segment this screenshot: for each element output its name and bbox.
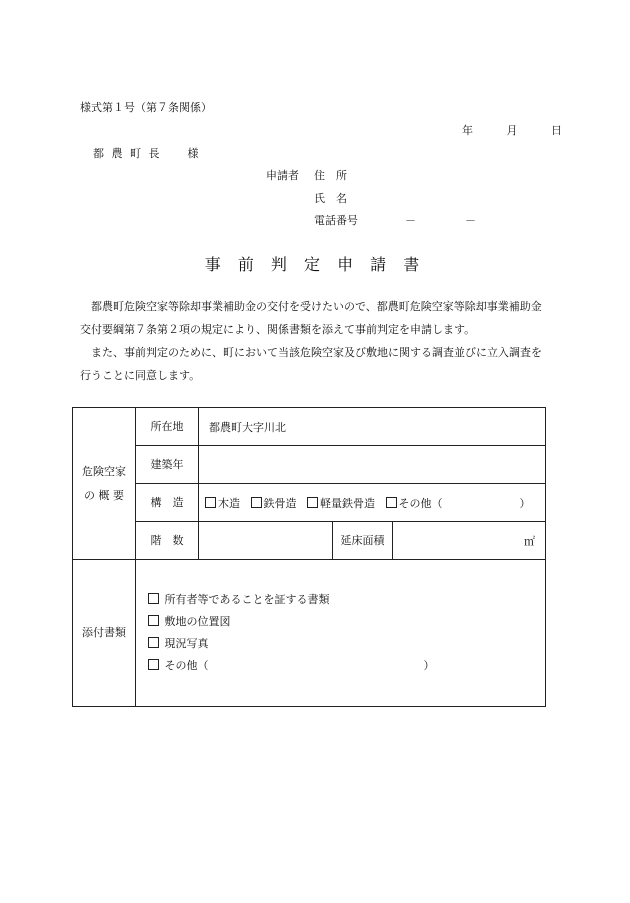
structure-option-label: 軽量鉄骨造 <box>320 496 375 510</box>
location-label: 所在地 <box>136 408 199 446</box>
body-paragraph-2: また、事前判定のために、町において当該危険空家及び敷地に関する調査並びに立入調査を行うことに同意します。 <box>80 346 542 382</box>
attachment-item-ownership[interactable] <box>148 589 535 611</box>
date-day-label: 日 <box>551 124 562 137</box>
checkbox-icon <box>386 497 397 508</box>
attachment-label: 敷地の位置図 <box>164 615 231 628</box>
form-number: 様式第１号（第７条関係） <box>80 101 212 114</box>
phone-dash-2: － <box>465 214 476 227</box>
phone-dash-1: － <box>405 214 416 227</box>
floor-area-unit: ㎡ <box>524 534 535 548</box>
attachment-label: 現況写真 <box>164 637 209 650</box>
body-text <box>80 295 550 387</box>
addressee: 都 農 町 長 様 <box>93 147 201 160</box>
checkbox-icon <box>148 593 159 604</box>
attachment-label: 所有者等であることを証する書類 <box>164 593 330 606</box>
structure-option-other[interactable] <box>386 497 443 510</box>
structure-option-steel[interactable] <box>251 497 297 510</box>
structure-option-label: その他（ <box>398 496 443 510</box>
floors-field[interactable] <box>199 522 333 560</box>
floor-area-field[interactable] <box>393 522 546 560</box>
checkbox-icon <box>251 497 262 508</box>
location-value[interactable]: 都農町大字川北 <box>199 408 546 446</box>
floor-area-label: 延床面積 <box>333 522 393 560</box>
floors-label: 階 数 <box>136 522 199 560</box>
date-line <box>462 122 562 138</box>
section-label-line-2: の 概 要 <box>84 488 124 502</box>
attachment-close-paren: ） <box>423 659 435 672</box>
year-built-field[interactable] <box>199 446 546 484</box>
structure-option-label: 木造 <box>218 496 240 510</box>
structure-option-wood[interactable] <box>205 497 240 510</box>
structure-option-light-steel[interactable] <box>307 497 375 510</box>
attachment-item-site-map[interactable] <box>148 611 535 633</box>
address-label: 住 所 <box>314 169 347 182</box>
attachments-section-label: 添付書類 <box>73 560 136 707</box>
checkbox-icon <box>148 659 159 670</box>
checkbox-icon <box>148 615 159 626</box>
body-paragraph-1: 都農町危険空家等除却事業補助金の交付を受けたいので、都農町危険空家等除却事業補助金交付要綱第７条第２項の規定により、関係書類を添えて事前判定を申請します。 <box>80 300 542 336</box>
name-label: 氏 名 <box>314 192 347 205</box>
section-label-line-1: 危険空家 <box>82 464 126 478</box>
phone-label: 電話番号 <box>314 214 358 227</box>
date-month-label: 月 <box>506 124 518 137</box>
structure-options <box>199 484 546 522</box>
structure-close-paren: ） <box>519 496 531 510</box>
structure-option-label: 鉄骨造 <box>263 496 297 510</box>
date-year-label: 年 <box>462 124 473 137</box>
section-vacant-house-label <box>73 408 136 560</box>
year-built-label: 建築年 <box>136 446 199 484</box>
attachment-item-other[interactable] <box>148 655 535 677</box>
checkbox-icon <box>307 497 318 508</box>
structure-label: 構 造 <box>136 484 199 522</box>
application-table <box>72 407 546 707</box>
checkbox-icon <box>148 637 159 648</box>
attachment-item-photos[interactable] <box>148 633 535 655</box>
applicant-label: 申請者 <box>266 169 299 182</box>
attachment-label: その他（ <box>164 659 209 672</box>
document-title: 事 前 判 定 申 請 書 <box>204 255 426 274</box>
checkbox-icon <box>205 497 216 508</box>
attachments-list <box>136 560 546 707</box>
